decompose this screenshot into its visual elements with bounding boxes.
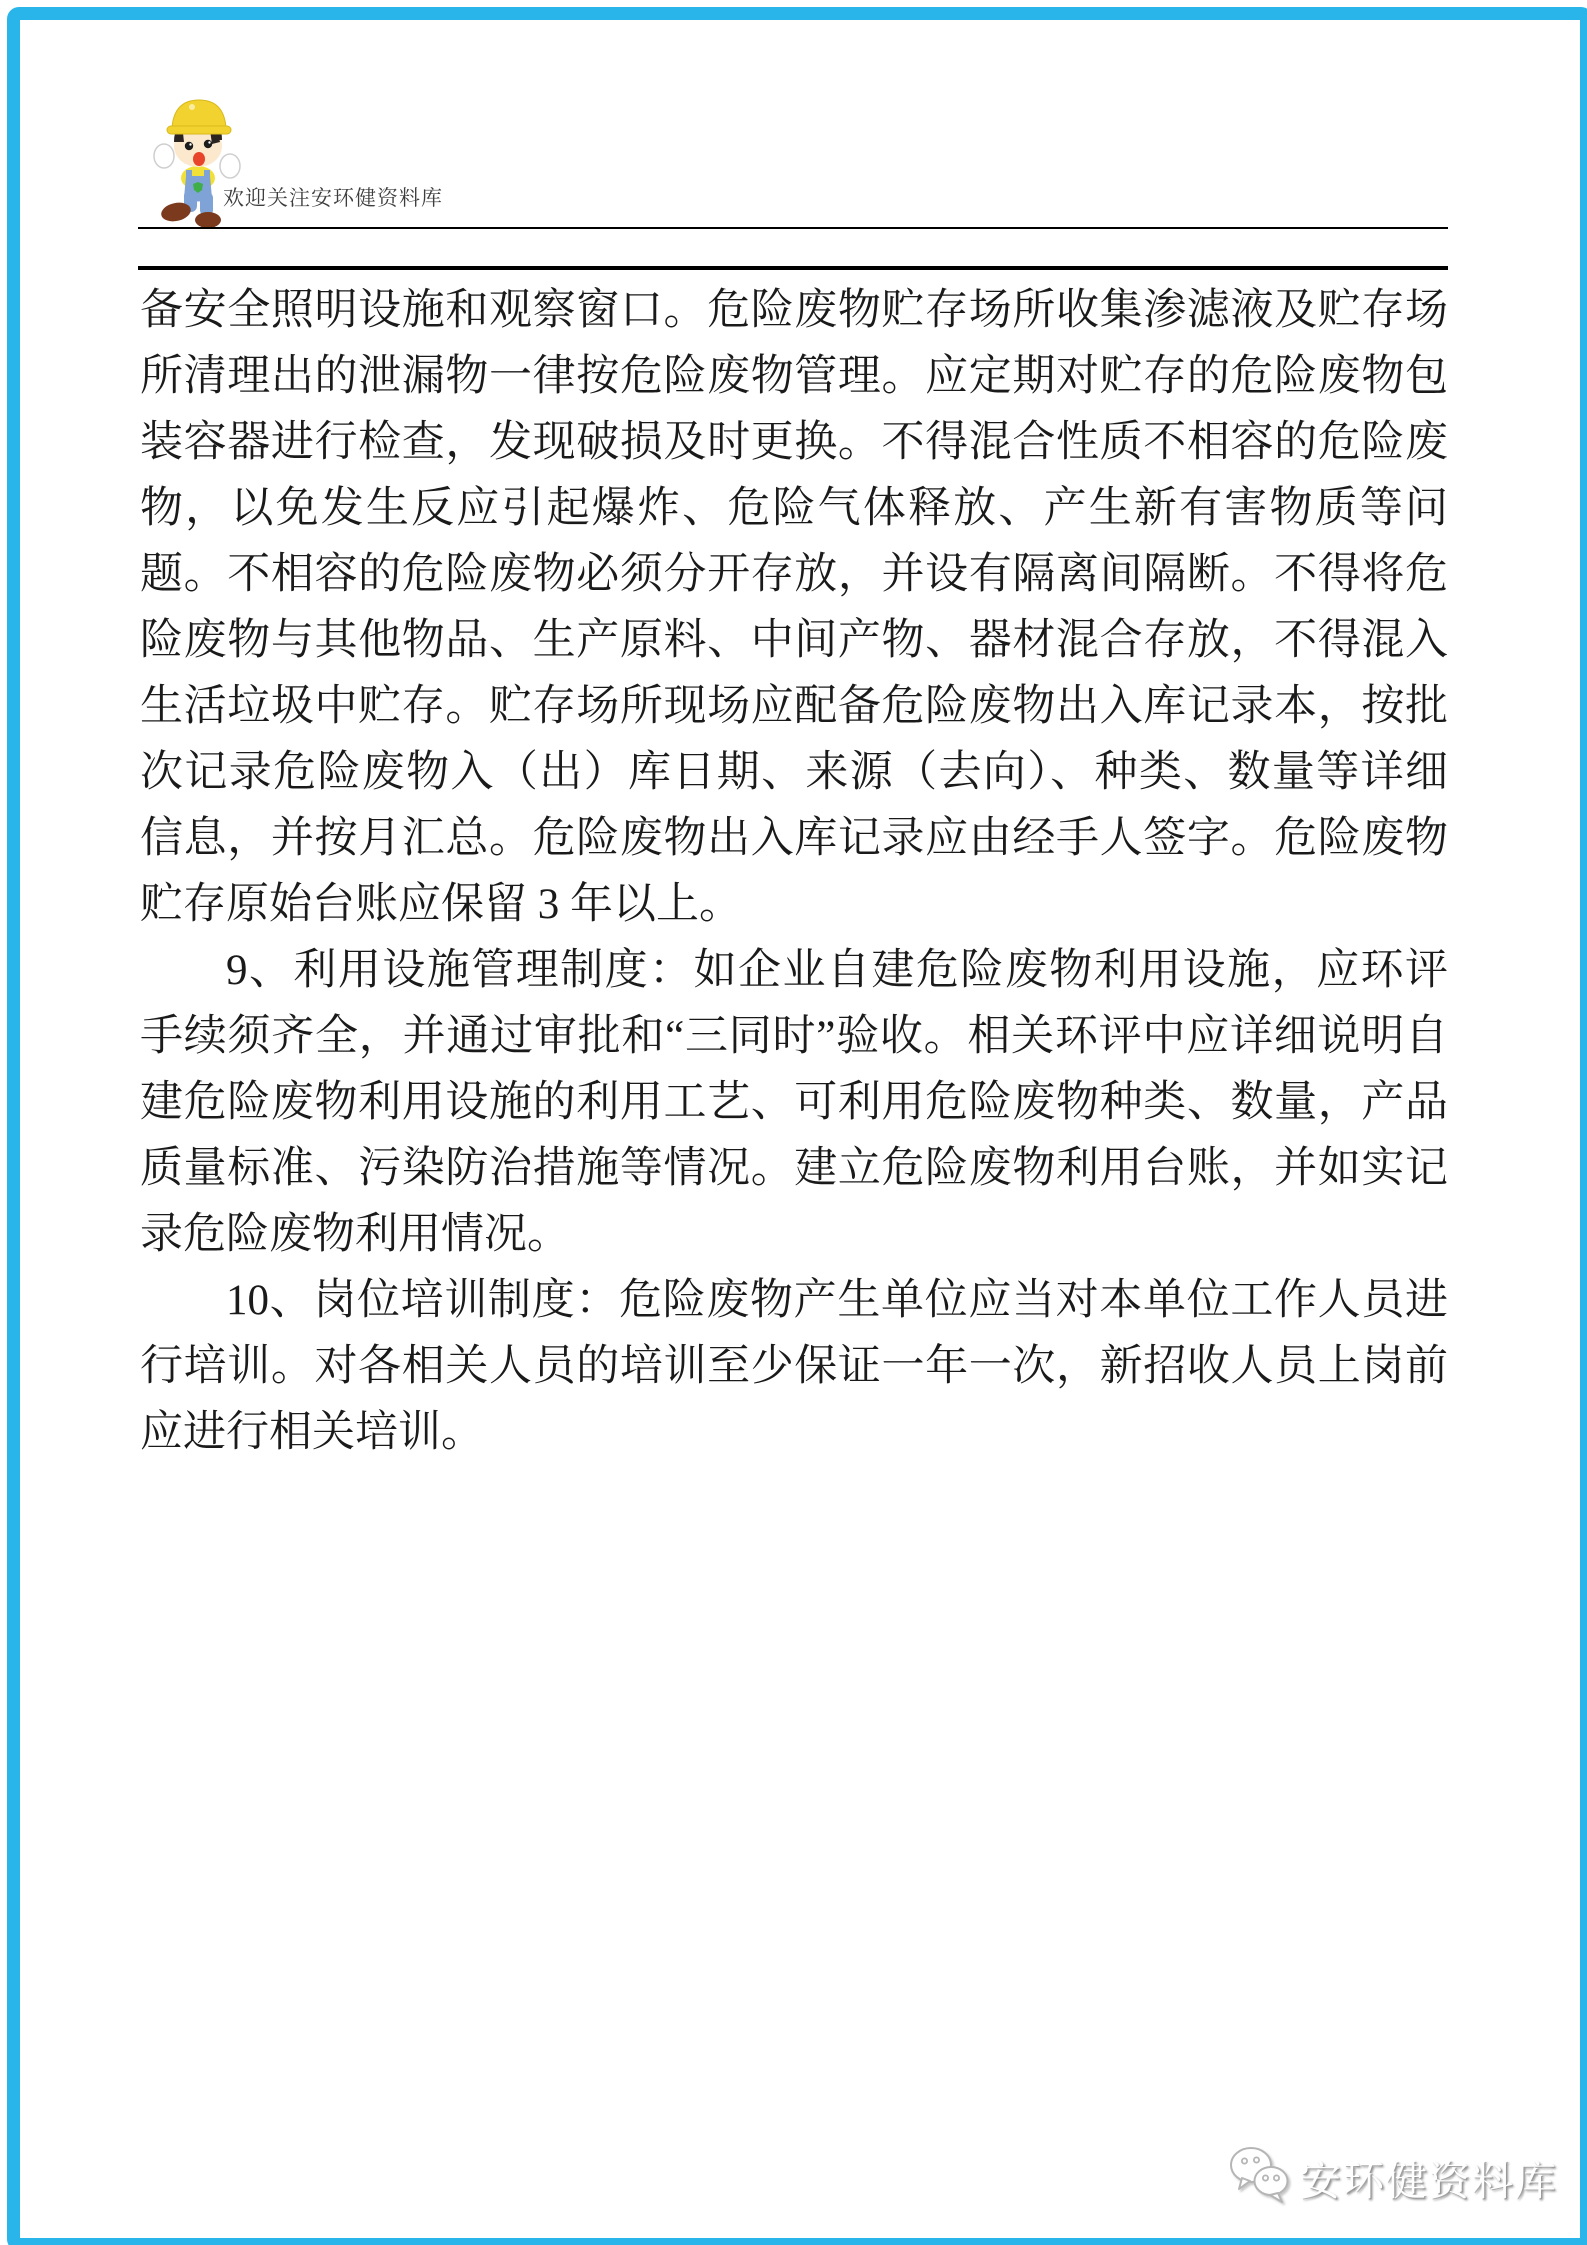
- body-paragraph-item-10: 10、岗位培训制度：危险废物产生单位应当对本单位工作人员进行培训。对各相关人员的培训至少保证一年一次，新招收人员上岗前应进行相关培训。: [140, 1277, 1448, 1456]
- wechat-icon: [1228, 2144, 1294, 2204]
- document-body: [140, 278, 1448, 1466]
- header-brand-text: 欢迎关注安环健资料库: [223, 187, 443, 210]
- footer-brand-text: 安环健资料库: [1300, 2158, 1558, 2204]
- body-paragraph-continuation: 备安全照明设施和观察窗口。危险废物贮存场所收集渗滤液及贮存场所清理出的泄漏物一律按危险废物管理。应定期对贮存的危险废物包装容器进行检查，发现破损及时更换。不得混合性质不相容的危险废物，以免发生反应引起爆炸、危险气体释放、产生新有害物质等问题。不相容的危险废物必须分开存放，并设有隔离间隔断。不得将危险废物与其他物品、生产原料、中间产物、器材混合存放，不得混入生活垃圾中贮存。贮存场所现场应配备危险废物出入库记录本，按批次记录危险废物入（出）库日期、来源（去向）、种类、数量等详细信息，并按月汇总。危险废物出入库记录应由经手人签字。危险废物贮存原始台账应保留 3 年以上。: [140, 287, 1448, 928]
- header-divider-thick: [138, 266, 1448, 270]
- header-divider-thin: [138, 227, 1448, 229]
- body-paragraph-item-9: 9、利用设施管理制度：如企业自建危险废物利用设施，应环评手续须齐全，并通过审批和“三同时”验收。相关环评中应详细说明自建危险废物利用设施的利用工艺、可利用危险废物种类、数量，产品质量标准、污染防治措施等情况。建立危险废物利用台账，并如实记录危险废物利用情况。: [140, 947, 1448, 1258]
